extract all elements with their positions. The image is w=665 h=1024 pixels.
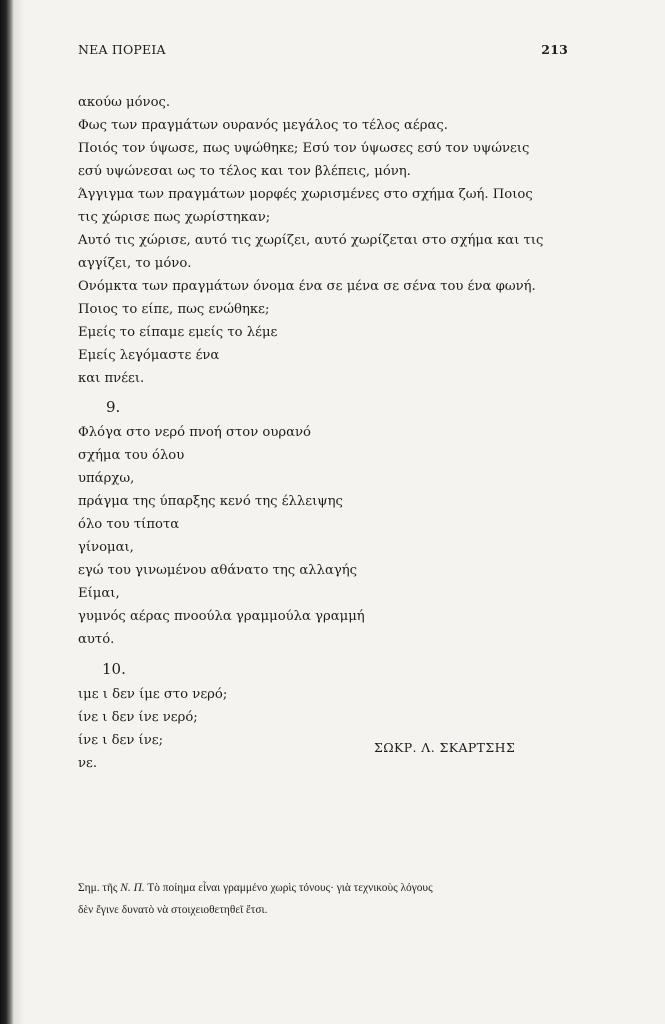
poem-line: τις χώρισε πως χωρίστηκαν; — [78, 210, 271, 225]
poem-number: 9. — [106, 398, 121, 416]
poem-line: ιμε ι δεν ίμε στο νερό; — [78, 687, 228, 702]
poem-line: εσύ υψώνεσαι ως το τέλος και τον βλέπεις, μόνη. — [78, 164, 411, 179]
poem-line: υπάρχω, — [78, 471, 135, 486]
poem-line: γυμνός αέρας πνοούλα γραμμούλα γραμμή — [78, 609, 365, 624]
author-signature: ΣΩΚΡ. Λ. ΣΚΑΡΤΣΗΣ — [374, 740, 516, 755]
footnote-prefix: Σημ. τῆς — [78, 882, 121, 894]
poem-line: εγώ του γινωμένου αθάνατο της αλλαγής — [78, 563, 358, 578]
poem-line: Είμαι, — [78, 586, 120, 601]
poem-line: Φως των πραγμάτων ουρανός μεγάλος το τέλος αέρας. — [78, 118, 448, 133]
poem-line: Εμείς το είπαμε εμείς το λέμε — [78, 325, 278, 340]
poem-line: σχήμα του όλου — [78, 448, 185, 463]
footnote-text: Τὸ ποίημα εἶναι γραμμένο χωρὶς τόνους· γιὰ τεχνικοὺς λόγους — [144, 882, 433, 894]
poem-line: Αυτό τις χώρισε, αυτό τις χωρίζει, αυτό χωρίζεται στο σχήμα και τις — [78, 233, 544, 248]
poem-line: Φλόγα στο νερό πνοή στον ουρανό — [78, 425, 311, 440]
spine-shadow — [14, 0, 24, 1024]
poem-line: ίνε ι δεν ίνε νερό; — [78, 710, 198, 725]
poem-line: όλο του τίποτα — [78, 517, 180, 532]
journal-title: ΝΕΑ ΠΟΡΕΙΑ — [78, 42, 166, 57]
poem-line: Ονόμκτα των πραγμάτων όνομα ένα σε μένα σε σένα του ένα φωνή. — [78, 279, 536, 294]
footnote-line-1 — [78, 883, 433, 894]
poem-line: αγγίζει, το μόνο. — [78, 256, 192, 271]
poem-line: Άγγιγμα των πραγμάτων μορφές χωρισμένες στο σχήμα ζωή. Ποιος — [78, 187, 533, 202]
poem-number: 10. — [102, 660, 126, 678]
poem-line: ίνε ι δεν ίνε; — [78, 733, 164, 748]
poem-line: Εμείς λεγόμαστε ένα — [78, 348, 220, 363]
poem-line: και πνέει. — [78, 371, 145, 386]
book-spine-edge — [0, 0, 14, 1024]
page-number: 213 — [541, 42, 568, 57]
journal-abbrev: Ν. Π. — [120, 882, 145, 894]
poem-line: Ποιός τον ύψωσε, πως υψώθηκε; Εσύ τον ύψωσες εσύ τον υψώνεις — [78, 141, 530, 156]
poem-line: Ποιος το είπε, πως ενώθηκε; — [78, 302, 270, 317]
poem-line: ακούω μόνος. — [78, 95, 171, 110]
poem-line: πράγμα της ύπαρξης κενό της έλλειψης — [78, 494, 343, 509]
poem-line: γίνομαι, — [78, 540, 134, 555]
footnote-line-2: δὲν ἔγινε δυνατὸ νὰ στοιχειοθετηθεῖ ἔτσι. — [78, 904, 268, 916]
poem-line: νε. — [78, 756, 98, 771]
poem-line: αυτό. — [78, 632, 115, 647]
